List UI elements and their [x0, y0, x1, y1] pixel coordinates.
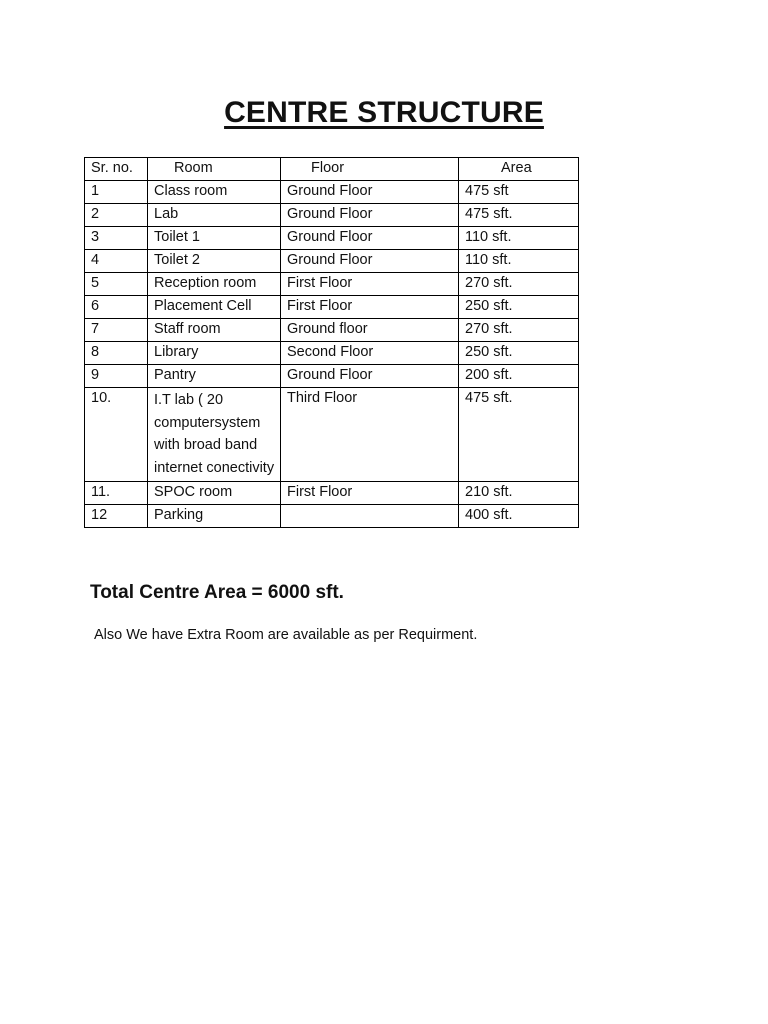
cell-floor: Third Floor: [281, 388, 459, 482]
cell-sr-no: 5: [85, 273, 148, 296]
cell-floor: Ground Floor: [281, 365, 459, 388]
table-header-row: [85, 158, 579, 181]
table-row: [85, 204, 579, 227]
centre-structure-table: [84, 157, 579, 528]
cell-area: 110 sft.: [459, 227, 579, 250]
cell-sr-no: 1: [85, 181, 148, 204]
header-room: Room: [148, 158, 281, 181]
cell-floor: Ground floor: [281, 319, 459, 342]
table-row: [85, 296, 579, 319]
table-row: [85, 365, 579, 388]
cell-room: I.T lab ( 20 computersystem with broad band internet conectivity: [148, 388, 281, 482]
cell-area: 475 sft.: [459, 204, 579, 227]
cell-area: 110 sft.: [459, 250, 579, 273]
cell-floor: Ground Floor: [281, 227, 459, 250]
cell-room: Staff room: [148, 319, 281, 342]
cell-room: Class room: [148, 181, 281, 204]
table-row: [85, 250, 579, 273]
table-row: [85, 227, 579, 250]
cell-room: Lab: [148, 204, 281, 227]
total-centre-area: Total Centre Area = 6000 sft.: [90, 582, 344, 603]
cell-area: 250 sft.: [459, 296, 579, 319]
cell-area: 270 sft.: [459, 319, 579, 342]
header-floor: Floor: [281, 158, 459, 181]
cell-sr-no: 11.: [85, 482, 148, 505]
cell-room: Library: [148, 342, 281, 365]
cell-area: 475 sft.: [459, 388, 579, 482]
cell-sr-no: 10.: [85, 388, 148, 482]
cell-area: 250 sft.: [459, 342, 579, 365]
cell-floor: Ground Floor: [281, 181, 459, 204]
table-row: [85, 342, 579, 365]
cell-floor: First Floor: [281, 482, 459, 505]
cell-room: Reception room: [148, 273, 281, 296]
cell-floor: First Floor: [281, 273, 459, 296]
cell-floor: Second Floor: [281, 342, 459, 365]
extra-room-note: Also We have Extra Room are available as per Requirment.: [94, 627, 478, 643]
table-row: [85, 388, 579, 482]
cell-area: 475 sft: [459, 181, 579, 204]
table-row: [85, 505, 579, 528]
header-area: Area: [459, 158, 579, 181]
cell-room: Parking: [148, 505, 281, 528]
cell-sr-no: 7: [85, 319, 148, 342]
cell-floor: Ground Floor: [281, 250, 459, 273]
table-row: [85, 319, 579, 342]
cell-room: Pantry: [148, 365, 281, 388]
cell-area: 400 sft.: [459, 505, 579, 528]
header-sr-no: Sr. no.: [85, 158, 148, 181]
cell-room: Toilet 1: [148, 227, 281, 250]
table-row: [85, 181, 579, 204]
document-title: CENTRE STRUCTURE: [224, 96, 544, 129]
cell-area: 210 sft.: [459, 482, 579, 505]
table-row: [85, 482, 579, 505]
cell-sr-no: 6: [85, 296, 148, 319]
cell-sr-no: 3: [85, 227, 148, 250]
cell-floor: [281, 505, 459, 528]
cell-area: 200 sft.: [459, 365, 579, 388]
cell-floor: Ground Floor: [281, 204, 459, 227]
cell-sr-no: 9: [85, 365, 148, 388]
cell-sr-no: 4: [85, 250, 148, 273]
cell-sr-no: 2: [85, 204, 148, 227]
table-row: [85, 273, 579, 296]
cell-area: 270 sft.: [459, 273, 579, 296]
cell-floor: First Floor: [281, 296, 459, 319]
cell-room: Placement Cell: [148, 296, 281, 319]
cell-room: SPOC room: [148, 482, 281, 505]
cell-sr-no: 12: [85, 505, 148, 528]
cell-room: Toilet 2: [148, 250, 281, 273]
cell-sr-no: 8: [85, 342, 148, 365]
